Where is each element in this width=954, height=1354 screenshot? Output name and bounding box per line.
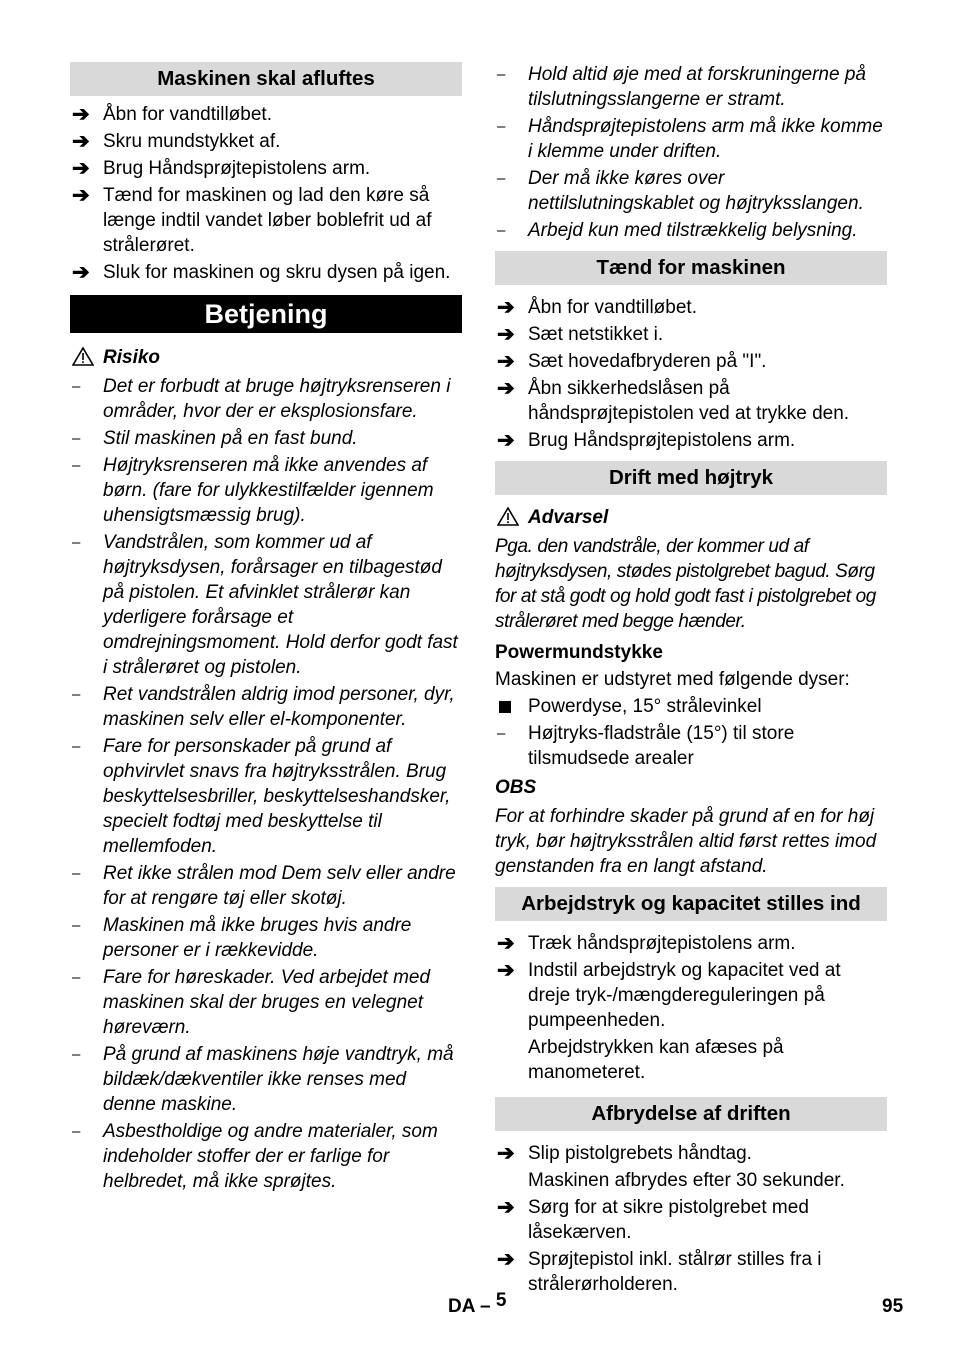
- list-item: – Håndsprøjtepistolens arm må ikke komme i klemme under driften.: [497, 116, 883, 162]
- sub-title-power-nozzle: Powermundstykke: [495, 642, 663, 663]
- list-item: – Stil maskinen på en fast bund.: [72, 428, 358, 449]
- warning-text: Pga. den vandstråle, der kommer ud af højtryksdysen, stødes pistolgrebet bagud. Sørg for at stå godt og hold godt fast i pistolgrebet og strålerøret med begge hænder.: [495, 536, 876, 632]
- start-steps: [495, 295, 887, 453]
- section-title-high-pressure: Drift med højtryk: [495, 461, 887, 495]
- list-item: ➔ Sprøjtepistol inkl. stålrør stilles fra i strålerørholderen.: [497, 1248, 822, 1295]
- list-item: – Højtryks-fladstråle (15°) til store tilsmudsede arealer: [497, 723, 795, 769]
- list-item: ➔ Sluk for maskinen og skru dysen på igen.: [72, 261, 451, 284]
- section-title-vent: Maskinen skal afluftes: [70, 62, 462, 96]
- pressure-note: Arbejdstrykken kan afæses på manometeret.: [528, 1037, 784, 1083]
- risk-label: Risiko: [70, 345, 462, 370]
- list-item: – Hold altid øje med at forskruningerne på tilslutningsslangerne er stramt.: [497, 64, 866, 110]
- right-arrow-icon: ➔: [497, 377, 515, 400]
- risk-list-continued: [495, 62, 887, 243]
- list-item: ➔ Sæt netstikket i.: [497, 323, 664, 346]
- obs-text: For at forhindre skader på grund af en for høj tryk, bør højtryksstrålen altid først rettes imod genstanden fra en langt afstand.: [495, 806, 877, 877]
- list-item: ➔ Skru mundstykket af.: [72, 130, 281, 153]
- right-arrow-icon: ➔: [72, 261, 90, 284]
- list-item: ➔ Sæt hovedafbryderen på "I".: [497, 350, 767, 373]
- right-arrow-icon: ➔: [497, 1248, 515, 1271]
- right-arrow-icon: ➔: [72, 157, 90, 180]
- warning-label: Advarsel: [495, 505, 887, 530]
- section-title-start: Tænd for maskinen: [495, 251, 887, 285]
- warning-triangle-icon: [497, 507, 519, 526]
- nozzle-intro: Maskinen er udstyret med følgende dyser:: [495, 669, 850, 690]
- list-item: Powerdyse, 15° strålevinkel: [495, 694, 887, 719]
- list-item: ➔ Indstil arbejdstryk og kapacitet ved at dreje tryk-/mængdereguleringen på pumpeenheden.: [497, 959, 841, 1031]
- list-item: ➔ Tænd for maskinen og lad den køre så længe indtil vandet løber boblefrit ud af strålerøret.: [72, 184, 432, 256]
- right-arrow-icon: ➔: [497, 1142, 515, 1165]
- list-item: ➔ Åbn sikkerhedslåsen på håndsprøjtepistolen ved at trykke den.: [497, 377, 850, 424]
- list-item: – Fare for personskader på grund af ophvirvlet snavs fra højtryksstrålen. Brug beskyttelsesbriller, beskyttelseshandsker, specielt fodtøj med beskyttelse til mellemfoden.: [72, 736, 451, 857]
- list-item: – På grund af maskinens høje vandtryk, må bildæk/dækventiler ikke renses med denne maskine.: [72, 1044, 454, 1115]
- right-arrow-icon: ➔: [497, 296, 515, 319]
- right-arrow-icon: ➔: [497, 1196, 515, 1219]
- section-title-pressure: Arbejdstryk og kapacitet stilles ind: [495, 887, 887, 921]
- list-item: ➔ Åbn for vandtilløbet.: [497, 296, 697, 319]
- list-item: ➔ Brug Håndsprøjtepistolens arm.: [497, 429, 796, 452]
- left-column: [70, 62, 462, 1194]
- chapter-title: Betjening: [70, 295, 462, 333]
- stop-note: Maskinen afbrydes efter 30 sekunder.: [528, 1170, 845, 1191]
- right-arrow-icon: ➔: [72, 184, 90, 207]
- square-bullet-icon: [499, 701, 511, 713]
- footer-section-ref: DA – 5: [448, 1290, 507, 1317]
- vent-steps: [70, 102, 462, 285]
- right-arrow-icon: ➔: [72, 130, 90, 153]
- list-item: – Det er forbudt at bruge højtryksrenseren i områder, hvor der er eksplosionsfare.: [72, 376, 451, 422]
- right-column: [495, 62, 887, 1297]
- obs-label: OBS: [495, 777, 537, 798]
- right-arrow-icon: ➔: [497, 932, 515, 955]
- right-arrow-icon: ➔: [497, 429, 515, 452]
- list-item: ➔ Sørg for at sikre pistolgrebet med låsekærven.: [497, 1196, 809, 1243]
- warning-triangle-icon: [72, 347, 94, 366]
- list-item: ➔ Slip pistolgrebets håndtag.: [497, 1142, 752, 1165]
- list-item: – Højtryksrenseren må ikke anvendes af børn. (fare for ulykkestilfælder igennem uhensigtsmæssig brug).: [72, 455, 434, 526]
- list-item: – Vandstrålen, som kommer ud af højtryksdysen, forårsager en tilbagestød på pistolen. Et afvinklet strålerør kan yderligere forårsage et omdrejningsmoment. Hold derfor godt fast i strålerøret og pistolen.: [72, 532, 458, 678]
- list-item: – Der må ikke køres over nettilslutningskablet og højtryksslangen.: [497, 168, 864, 214]
- right-arrow-icon: ➔: [497, 959, 515, 982]
- list-item: – Ret ikke strålen mod Dem selv eller andre for at rengøre tøj eller skotøj.: [72, 863, 456, 909]
- right-arrow-icon: ➔: [497, 350, 515, 373]
- section-title-stop: Afbrydelse af driften: [495, 1097, 887, 1131]
- page-number: 95: [882, 1296, 904, 1317]
- right-arrow-icon: ➔: [497, 323, 515, 346]
- list-item: – Arbejd kun med tilstrækkelig belysning.: [497, 220, 858, 241]
- risk-list: [70, 374, 462, 1194]
- list-item: ➔ Åbn for vandtilløbet.: [72, 103, 272, 126]
- list-item: – Asbestholdige og andre materialer, som indeholder stoffer der er farlige for helbredet, må ikke sprøjtes.: [72, 1121, 438, 1192]
- list-item: – Maskinen må ikke bruges hvis andre personer er i rækkevidde.: [72, 915, 412, 961]
- list-item: – Ret vandstrålen aldrig imod personer, dyr, maskinen selv eller el-komponenter.: [72, 684, 455, 730]
- list-item: ➔ Brug Håndsprøjtepistolens arm.: [72, 157, 371, 180]
- right-arrow-icon: ➔: [72, 103, 90, 126]
- list-item: – Fare for høreskader. Ved arbejdet med maskinen skal der bruges en velegnet høreværn.: [72, 967, 431, 1038]
- list-item: ➔ Træk håndsprøjtepistolens arm.: [497, 932, 796, 955]
